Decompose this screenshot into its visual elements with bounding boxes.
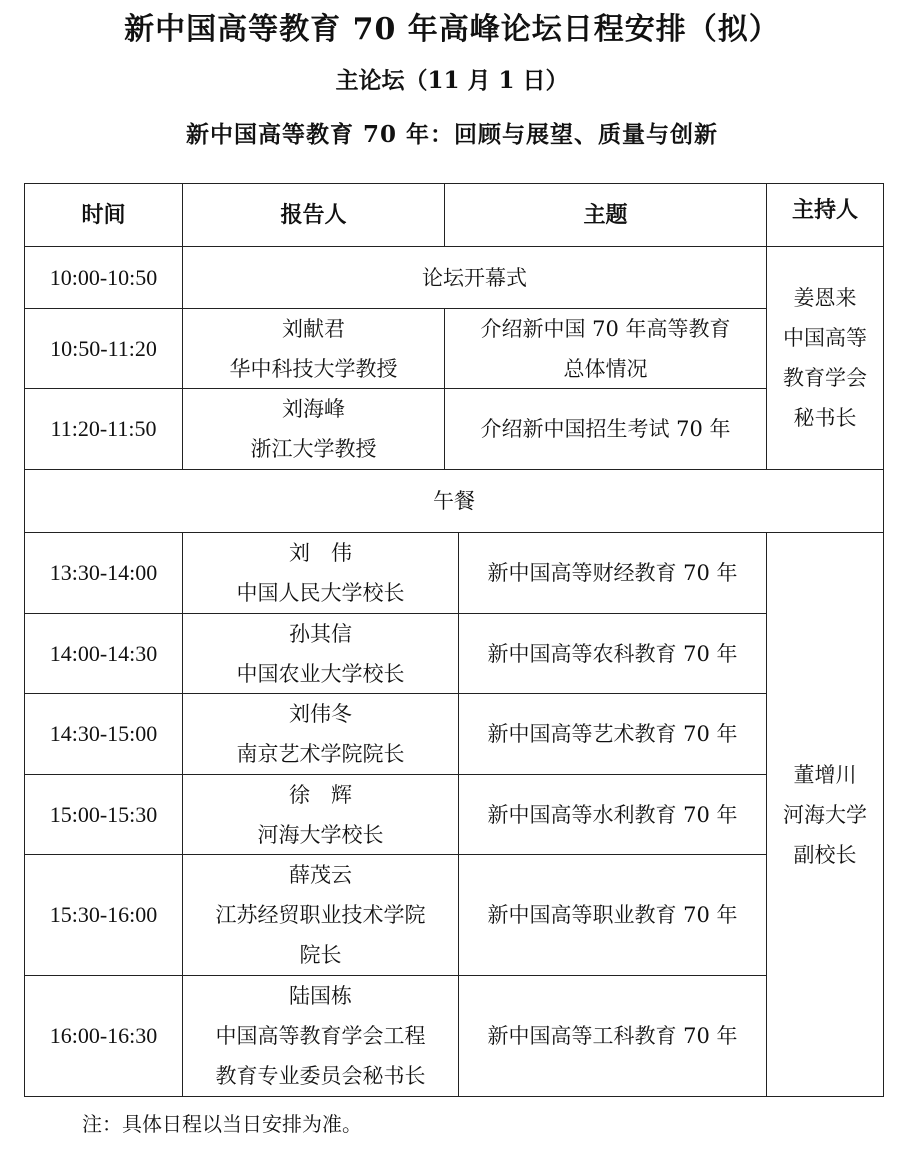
- topic-cell: 新中国高等艺术教育 70 年: [458, 693, 767, 775]
- speaker-cell: 刘献君 华中科技大学教授: [182, 308, 445, 389]
- header-topic: 主题: [444, 183, 767, 247]
- host-cell-morning: 姜恩来 中国高等 教育学会 秘书长: [766, 246, 884, 470]
- time-cell: 13:30-14:00: [24, 532, 183, 614]
- page-title: 新中国高等教育 70 年高峰论坛日程安排（拟）: [124, 12, 780, 47]
- time-cell: 11:20-11:50: [24, 388, 183, 470]
- host-cell-afternoon: 董增川 河海大学 副校长: [766, 532, 884, 1097]
- time-cell: 10:50-11:20: [24, 308, 183, 389]
- header-speaker: 报告人: [182, 183, 445, 247]
- header-host: 主持人: [766, 183, 884, 247]
- time-cell: 14:30-15:00: [24, 693, 183, 775]
- topic-cell: 新中国高等水利教育 70 年: [458, 774, 767, 855]
- speaker-cell: 刘海峰 浙江大学教授: [182, 388, 445, 470]
- time-cell: 16:00-16:30: [24, 975, 183, 1097]
- speaker-cell: 徐 辉 河海大学校长: [182, 774, 459, 855]
- topic-cell: 新中国高等财经教育 70 年: [458, 532, 767, 614]
- footnote: 注：具体日程以当日安排为准。: [82, 1112, 362, 1136]
- speaker-cell: 刘伟冬 南京艺术学院院长: [182, 693, 459, 775]
- speaker-cell: 孙其信 中国农业大学校长: [182, 613, 459, 694]
- page-subtitle: 主论坛（11 月 1 日）: [335, 67, 569, 94]
- time-cell: 14:00-14:30: [24, 613, 183, 694]
- speaker-cell: 薛茂云 江苏经贸职业技术学院 院长: [182, 854, 459, 976]
- speaker-cell: 刘 伟 中国人民大学校长: [182, 532, 459, 614]
- lunch-row: 午餐: [24, 469, 884, 533]
- header-time: 时间: [24, 183, 183, 247]
- time-cell: 10:00-10:50: [24, 246, 183, 309]
- topic-cell: 新中国高等工科教育 70 年: [458, 975, 767, 1097]
- time-cell: 15:00-15:30: [24, 774, 183, 855]
- topic-cell: 介绍新中国招生考试 70 年: [444, 388, 767, 470]
- opening-cell: 论坛开幕式: [182, 246, 767, 309]
- topic-cell: 新中国高等职业教育 70 年: [458, 854, 767, 976]
- forum-theme: 新中国高等教育 70 年：回顾与展望、质量与创新: [185, 121, 719, 148]
- time-cell: 15:30-16:00: [24, 854, 183, 976]
- speaker-cell: 陆国栋 中国高等教育学会工程 教育专业委员会秘书长: [182, 975, 459, 1097]
- topic-cell: 新中国高等农科教育 70 年: [458, 613, 767, 694]
- topic-cell: 介绍新中国 70 年高等教育 总体情况: [444, 308, 767, 389]
